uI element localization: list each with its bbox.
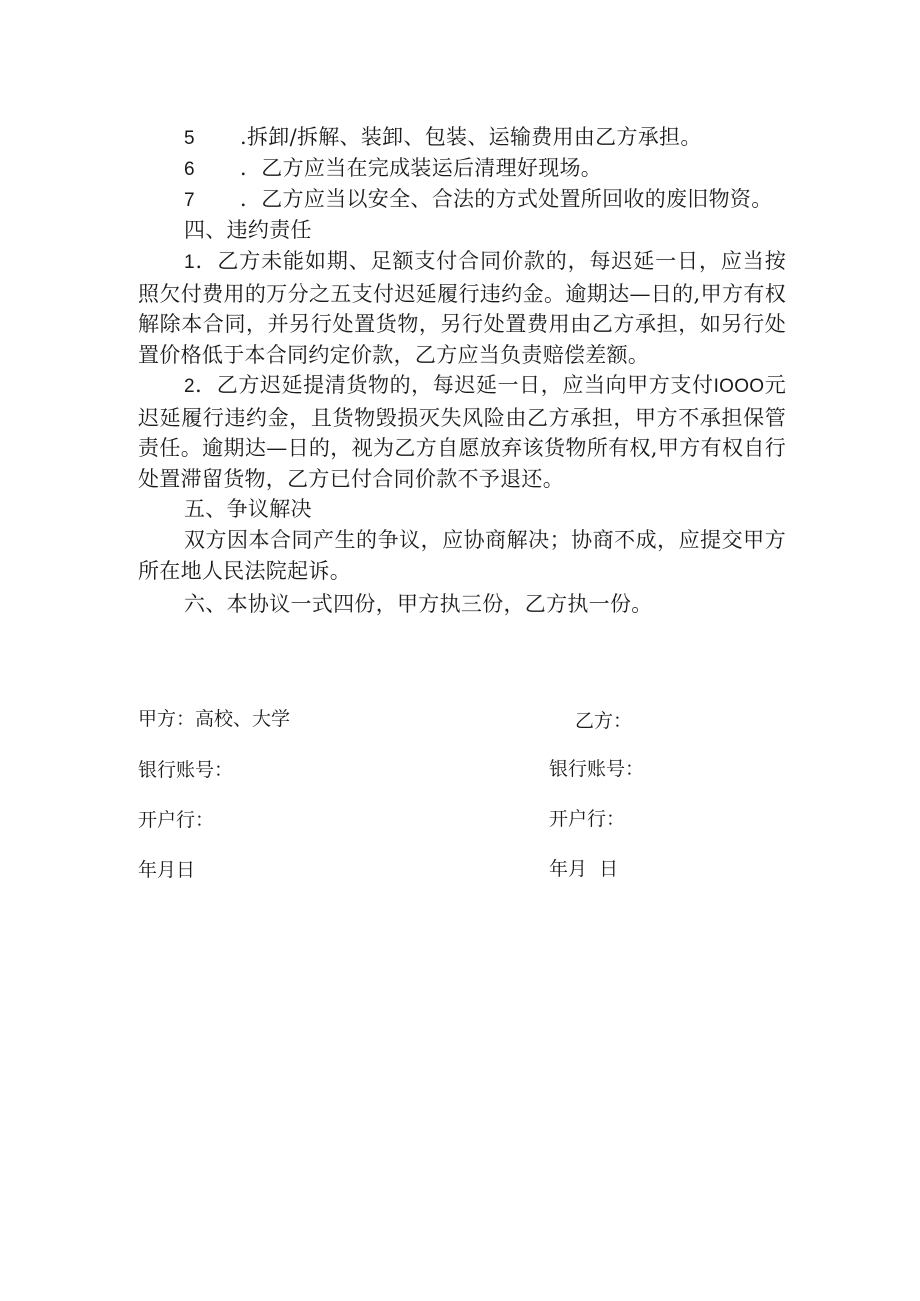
party-b-date: 年月 日 bbox=[549, 858, 619, 880]
clause-number: 1 bbox=[184, 252, 195, 273]
party-a-bank: 开户行： bbox=[138, 809, 215, 831]
party-a-name: 甲方：高校、大学 bbox=[138, 708, 291, 730]
clause-amount: IOOO bbox=[713, 376, 765, 397]
party-b-name: 乙方： bbox=[575, 710, 633, 732]
item-6 bbox=[184, 153, 602, 185]
item-text: ．乙方应当以安全、合法的方式处置所回收的废旧物资。 bbox=[240, 187, 773, 211]
breach-clause-1 bbox=[138, 246, 786, 370]
party-a-bank-account: 银行账号： bbox=[138, 759, 234, 781]
item-number: 6 bbox=[184, 159, 195, 180]
item-5 bbox=[184, 122, 702, 154]
item-text: ．乙方应当在完成装运后清理好现场。 bbox=[240, 156, 603, 180]
dispute-clause: 双方因本合同产生的争议，应协商解决；协商不成，应提交甲方所在地人民法院起诉。 bbox=[138, 528, 786, 583]
party-a-date: 年月日 bbox=[138, 859, 196, 881]
section-4-heading: 四、违约责任 bbox=[184, 218, 312, 242]
party-b-bank: 开户行： bbox=[549, 808, 626, 830]
clause-text: ．乙方迟延提清货物的，每迟延一日，应当向甲方支付 bbox=[194, 373, 714, 397]
party-b-bank-account: 银行账号： bbox=[549, 758, 645, 780]
item-text: .拆卸/拆解、装卸、包装、运输费用由乙方承担。 bbox=[240, 125, 702, 149]
copies-clause: 六、本协议一式四份，甲方执三份，乙方执一份。 bbox=[184, 592, 653, 616]
breach-clause-2 bbox=[138, 370, 786, 494]
section-5-heading: 五、争议解决 bbox=[184, 497, 312, 521]
clause-number: 2 bbox=[184, 376, 195, 397]
clause-text-continued: 元迟延履行违约金，且货物毁损灭失风险由乙方承担，甲方不承担保管责任。逾期达—日的，视为乙方自愿放弃该货物所有权,甲方有权自行处置滞留货物，乙方已付合同价款不予退还。 bbox=[138, 373, 786, 491]
clause-text: ．乙方未能如期、足额支付合同价款的，每迟延一日，应当按照欠付费用的万分之五支付迟延履行违约金。逾期达—日的,甲方有权解除本合同，并另行处置货物，另行处置费用由乙方承担，如另行处置价格低于本合同约定价款，乙方应当负责赔偿差额。 bbox=[138, 249, 786, 367]
item-number: 5 bbox=[184, 128, 195, 149]
item-number: 7 bbox=[184, 190, 195, 211]
item-7 bbox=[184, 184, 773, 216]
